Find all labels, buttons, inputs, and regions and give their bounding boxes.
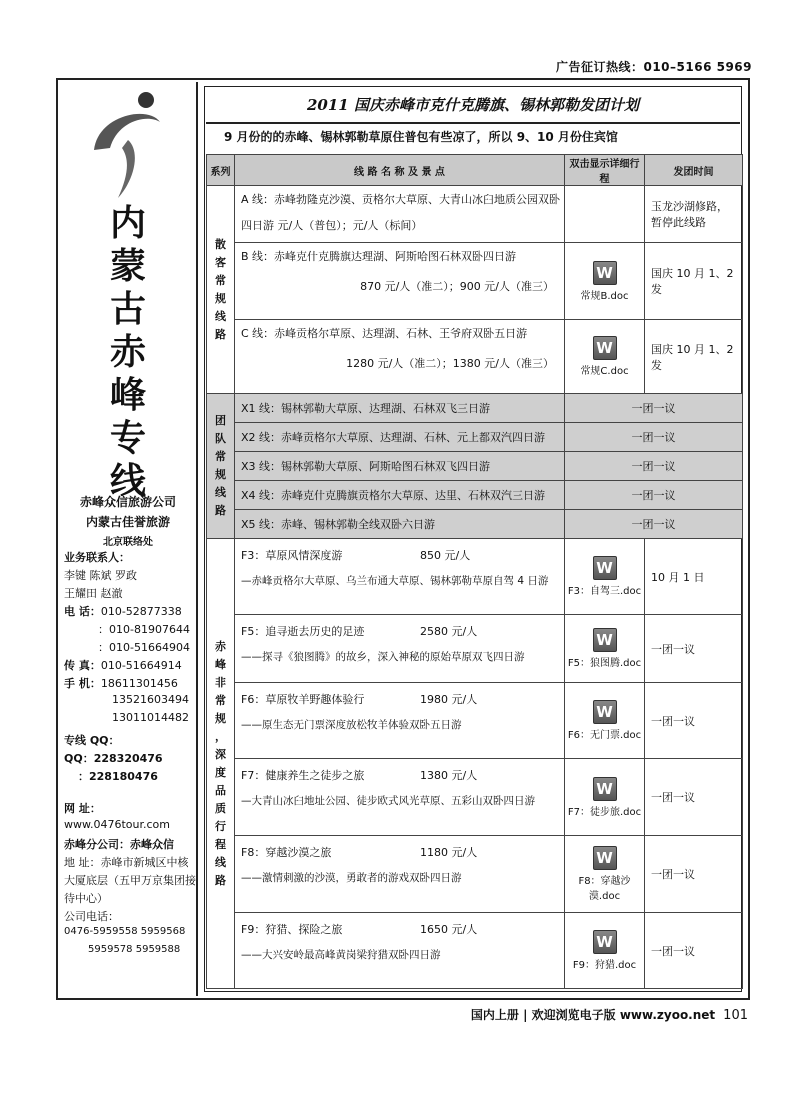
routes-table — [206, 154, 743, 989]
departure-cell: 10 月 1 日 — [645, 539, 743, 615]
word-doc-icon[interactable]: W — [593, 261, 617, 285]
route-name: F8：穿越沙漠之旅 — [241, 846, 332, 859]
route-desc: —赤峰贡格尔大草原、乌兰布通大草原、锡林郭勒草原自驾 4 日游 — [241, 575, 549, 587]
tel-number: 010-52877338 — [100, 605, 182, 618]
route-name: B 线：赤峰克什克腾旗达理湖、阿斯哈图石林双卧四日游 — [241, 250, 517, 263]
title-char: 专 — [109, 417, 146, 459]
route-name: X5 线：赤峰、锡林郭勒全线双卧六日游 — [235, 510, 565, 539]
word-doc-icon[interactable]: W — [593, 700, 617, 724]
fax-number: 010-51664914 — [100, 659, 182, 672]
company-logo — [88, 90, 168, 200]
doc-filename[interactable]: F9：狩猎.doc — [572, 960, 637, 971]
route-cell — [235, 836, 565, 913]
table-row — [207, 615, 743, 683]
departure-cell: 国庆 10 月 1、2 发 — [645, 320, 743, 394]
category-cell: 赤 峰 非 常 规 ， 深 度 品 质 行 程 线 路 — [207, 539, 235, 989]
route-cell — [235, 615, 565, 683]
departure-cell: 一团一议 — [645, 759, 743, 836]
phone-numbers: 0476-5959558 5959568 — [64, 926, 186, 937]
branch-name: 赤峰分公司：赤峰众信 — [64, 838, 174, 851]
address-line: 地 址：赤峰市新城区中核 — [64, 856, 189, 869]
route-name: X1 线：锡林郭勒大草原、达理湖、石林双飞三日游 — [235, 394, 565, 423]
header-departure: 发团时间 — [645, 155, 743, 186]
qq-number: QQ：228320476 — [64, 752, 163, 765]
page-title: 2011 国庆赤峰市克什克腾旗、锡林郭勒发团计划 — [206, 88, 740, 124]
route-name: A 线：赤峰勃隆克沙漠、贡格尔大草原、大青山冰臼地质公园双卧 — [241, 193, 561, 206]
route-cell — [235, 320, 565, 394]
header-series: 系列 — [207, 155, 235, 186]
word-doc-icon[interactable]: W — [593, 930, 617, 954]
page-subtitle: 9 月份的的赤峰、锡林郭勒草原住普包有些凉了，所以 9、10 月份住宾馆 — [224, 130, 618, 144]
route-name: F5：追寻逝去历史的足迹 — [241, 625, 365, 638]
address-line: 待中心） — [64, 892, 108, 905]
doc-attachment[interactable] — [565, 759, 645, 836]
route-price: 1650 元/人 — [420, 923, 478, 936]
doc-filename[interactable]: 常规C.doc — [580, 366, 629, 377]
table-row — [207, 481, 743, 510]
page-number: 101 — [723, 1008, 748, 1023]
word-doc-icon[interactable]: W — [593, 336, 617, 360]
ad-hotline: 广告征订热线：010–5166 5969 — [555, 60, 752, 74]
title-char: 古 — [109, 288, 146, 330]
page-frame — [56, 78, 750, 1000]
qq-number: ：228180476 — [78, 770, 158, 783]
route-name: F3：草原风情深度游 — [241, 549, 343, 562]
route-cell — [235, 539, 565, 615]
phone-numbers: 5959578 5959588 — [88, 944, 181, 955]
table-row — [207, 683, 743, 759]
mobile-number: 13521603494 — [112, 693, 189, 706]
table-row — [207, 539, 743, 615]
title-char: 蒙 — [109, 245, 146, 287]
route-desc: ——大兴安岭最高峰黄岗梁狩猎双卧四日游 — [241, 949, 441, 961]
table-row — [207, 320, 743, 394]
contacts-line: 王耀田 赵澈 — [64, 587, 123, 600]
route-cell — [235, 243, 565, 320]
word-doc-icon[interactable]: W — [593, 846, 617, 870]
departure-cell: 一团一议 — [565, 481, 743, 510]
route-price: 四日游 元/人（普包）；元/人（标间） — [241, 219, 423, 232]
departure-cell: 一团一议 — [565, 510, 743, 539]
route-desc: ——探寻《狼图腾》的故乡，深入神秘的原始草原双飞四日游 — [241, 651, 525, 663]
mobile-label: 手 机： — [64, 677, 101, 690]
route-desc: ——激情刺激的沙漠，勇敢者的游戏双卧四日游 — [241, 872, 462, 884]
departure-cell: 一团一议 — [645, 913, 743, 989]
title-char: 线 — [109, 460, 146, 502]
word-doc-icon[interactable]: W — [593, 777, 617, 801]
mobile-number: 13011014482 — [112, 711, 189, 724]
table-header-row — [207, 155, 743, 186]
main-panel — [200, 82, 746, 996]
table-row — [207, 394, 743, 423]
route-price: 1280 元/人（准二）；1380 元/人（准三） — [346, 357, 554, 370]
route-price: 1980 元/人 — [420, 693, 478, 706]
sidebar-title — [60, 202, 196, 503]
route-name: F6：草原牧羊野趣体验行 — [241, 693, 365, 706]
doc-attachment[interactable] — [565, 615, 645, 683]
word-doc-icon[interactable]: W — [593, 628, 617, 652]
table-row — [207, 759, 743, 836]
route-name: F7：健康养生之徒步之旅 — [241, 769, 365, 782]
title-char: 峰 — [109, 374, 146, 416]
departure-cell: 一团一议 — [645, 836, 743, 913]
route-name: X4 线：赤峰克什克腾旗贡格尔大草原、达里、石林双汽三日游 — [235, 481, 565, 510]
tel-number: ：010-51664904 — [98, 641, 190, 654]
doc-filename[interactable]: F3：自驾三.doc — [567, 586, 642, 597]
route-name: C 线：赤峰贡格尔草原、达理湖、石林、王爷府双卧五日游 — [241, 327, 528, 340]
departure-cell: 一团一议 — [565, 423, 743, 452]
doc-filename[interactable]: F7：徒步旅.doc — [567, 806, 642, 818]
table-row — [207, 510, 743, 539]
doc-filename[interactable]: F5：狼图腾.doc — [567, 658, 642, 669]
departure-cell: 一团一议 — [565, 452, 743, 481]
route-name: X3 线：锡林郭勒大草原、阿斯哈图石林双飞四日游 — [235, 452, 565, 481]
departure-cell: 一团一议 — [565, 394, 743, 423]
tel-label: 电 话： — [64, 605, 101, 618]
doc-attachment[interactable] — [565, 913, 645, 989]
doc-attachment[interactable] — [565, 243, 645, 320]
tel-number: ：010-81907644 — [98, 623, 190, 636]
route-cell — [235, 186, 565, 243]
mobile-number: 18611301456 — [100, 677, 178, 690]
route-price: 1380 元/人 — [420, 769, 478, 782]
fax-label: 传 真： — [64, 659, 101, 672]
doc-filename[interactable]: F8：穿越沙漠.doc — [578, 876, 631, 902]
phone-label: 公司电话： — [64, 910, 119, 923]
category-cell: 团 队 常 规 线 路 — [207, 394, 235, 539]
route-cell — [235, 683, 565, 759]
table-row — [207, 423, 743, 452]
departure-cell: 国庆 10 月 1、2 发 — [645, 243, 743, 320]
page-footer — [471, 1006, 748, 1023]
company-name-1: 赤峰众信旅游公司 — [79, 495, 176, 509]
header-route: 线 路 名 称 及 景 点 — [235, 155, 565, 186]
departure-cell: 一团一议 — [645, 683, 743, 759]
table-row — [207, 836, 743, 913]
table-row — [207, 243, 743, 320]
route-cell — [235, 759, 565, 836]
category-cell: 散 客 常 规 线 路 — [207, 186, 235, 394]
contacts-line: 李键 陈斌 罗政 — [64, 569, 137, 582]
address-line: 大厦底层（五甲万京集团接 — [64, 874, 196, 887]
footer-text: 国内上册 | 欢迎浏览电子版 www.zyoo.net — [470, 1008, 716, 1022]
title-char: 赤 — [109, 331, 146, 373]
route-name: X2 线：赤峰贡格尔大草原、达理湖、石林、元上都双汽四日游 — [235, 423, 565, 452]
doc-attachment[interactable] — [565, 320, 645, 394]
company-name-2: 内蒙古佳誉旅游 — [85, 515, 170, 529]
office-name: 北京联络处 — [103, 537, 153, 548]
header-doc: 双击显示详细行程 — [565, 155, 645, 186]
sidebar — [60, 82, 198, 996]
doc-filename[interactable]: 常规B.doc — [580, 290, 629, 302]
table-row — [207, 186, 743, 243]
doc-attachment[interactable] — [565, 836, 645, 913]
route-desc: ——原生态无门票深度放松牧羊体验双卧五日游 — [241, 719, 462, 731]
departure-cell: 玉龙沙湖修路，暂停此线路 — [645, 186, 743, 243]
web-label: 网 址： — [64, 802, 101, 815]
route-price: 870 元/人（准二）；900 元/人（准三） — [360, 280, 554, 293]
website-link[interactable]: www.0476tour.com — [64, 818, 170, 831]
doc-attachment[interactable] — [565, 683, 645, 759]
route-price: 850 元/人 — [420, 549, 471, 562]
departure-cell: 一团一议 — [645, 615, 743, 683]
title-char: 内 — [109, 202, 146, 244]
doc-filename[interactable]: F6：无门票.doc — [567, 730, 642, 741]
doc-attachment[interactable] — [565, 539, 645, 615]
table-row — [207, 913, 743, 989]
route-price: 1180 元/人 — [420, 846, 478, 859]
qq-label: 专线 QQ： — [64, 734, 120, 747]
route-price: 2580 元/人 — [420, 625, 478, 638]
route-cell — [235, 913, 565, 989]
doc-cell-empty — [565, 186, 645, 243]
route-name: F9：狩猎、探险之旅 — [241, 923, 343, 936]
route-desc: —大青山冰臼地址公园、徒步欧式风光草原、五彩山双卧四日游 — [241, 795, 535, 807]
word-doc-icon[interactable]: W — [593, 556, 617, 580]
contacts-label: 业务联系人： — [64, 551, 130, 564]
table-row — [207, 452, 743, 481]
